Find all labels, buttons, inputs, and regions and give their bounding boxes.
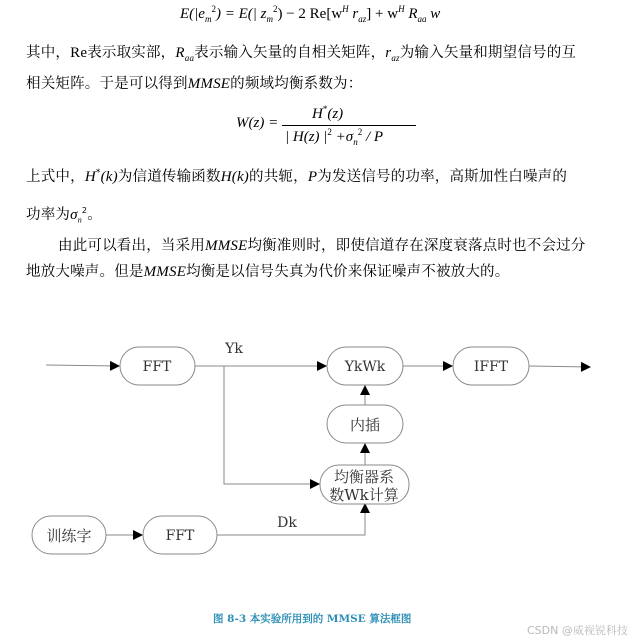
fft-top-label: FFT [142, 359, 172, 375]
output-line [529, 366, 590, 367]
equalizer-label-2: 数Wk计算 [329, 486, 399, 504]
equation-mse: $E(|e_m^2) = E(|$ $z_m^2) - 2$ $Re[w^H$ $r_{az}] + w^H$ $R_{aa}$ w [180, 4, 441, 24]
paragraph-conclusion-line1: 由此可以看出，当采用MMSE均衡准则时，即使信道存在深度衰落点时也不会过分 [58, 238, 586, 254]
fft-bottom-label: FFT [165, 528, 195, 544]
paragraph-definitions-line1: 其中，Re表示取实部，$R_{aa}$表示输入矢量的自相关矩阵，$r_{az}$为输入矢量和期望信号的互 [26, 45, 577, 63]
figure-caption: 图 8-3 本实验所用到的 MMSE 算法框图 [213, 613, 412, 625]
paragraph-definitions-line2: 相关矩阵。于是可以得到MMSE的频域均衡系数为： [26, 76, 363, 92]
yk-label: Yk [225, 341, 243, 357]
watermark: CSDN @威视锐科技 [527, 624, 628, 637]
training-label: 训练字 [46, 527, 92, 545]
dk-label: Dk [277, 515, 297, 531]
yk-branch-line [224, 366, 319, 484]
paragraph-explanation-line2: 功率为$\sigma_n^2$。 [26, 206, 102, 225]
ifft-label: IFFT [473, 359, 509, 375]
paragraph-explanation-line1: 上式中，H*(k)为信道传输函数H(k)的共轭，P为发送信号的功率，高斯加性白噪声的 [26, 168, 568, 185]
equalizer-label-1: 均衡器系 [333, 468, 395, 486]
paragraph-conclusion-line2: 地放大噪声。但是MMSE均衡是以信号失真为代价来保证噪声不被放大的。 [26, 264, 510, 280]
input-line [46, 365, 119, 366]
ykwk-label: YkWk [344, 359, 386, 375]
interp-label: 内插 [349, 416, 381, 434]
equation-mmse-coefficient: W(z) = H*(z) | H(z) $|^2 +\sigma_n^2 / P$ [236, 104, 396, 146]
